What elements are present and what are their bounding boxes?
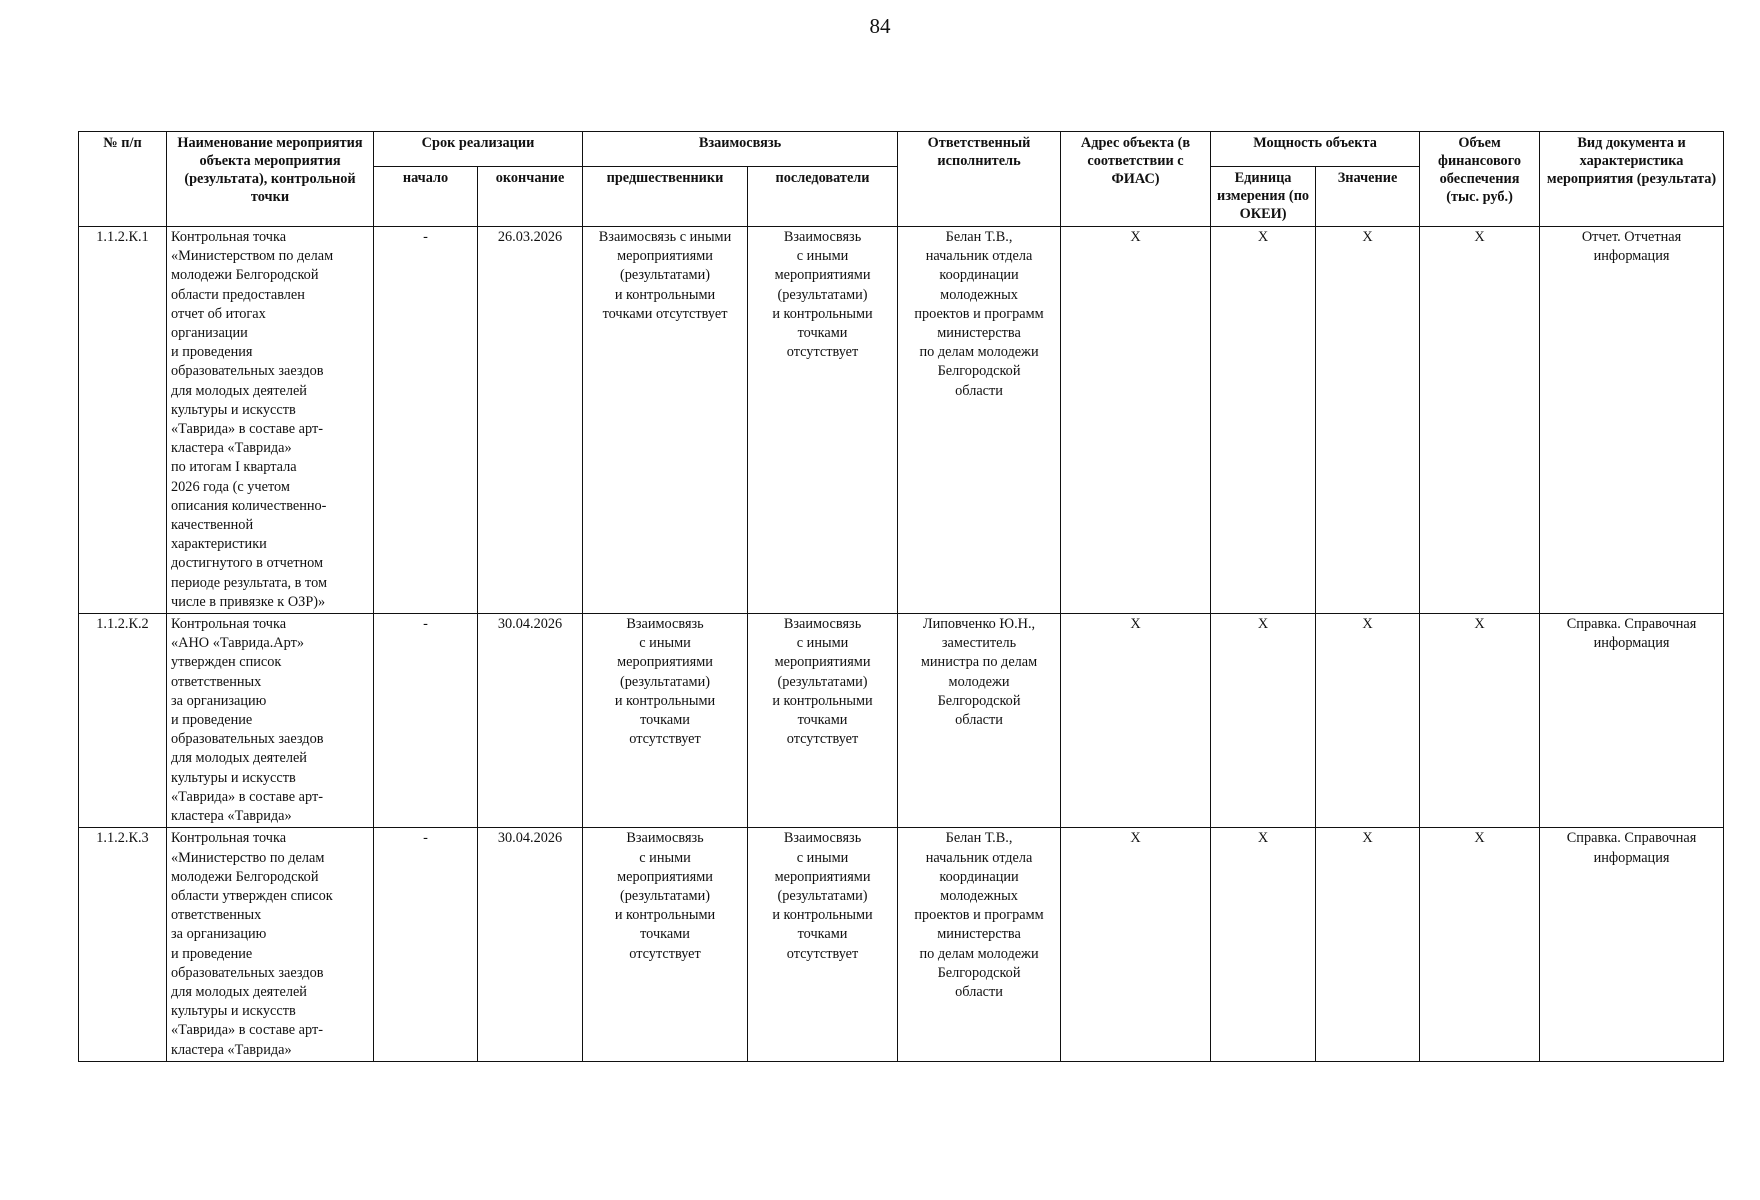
cell-unit: X (1211, 227, 1316, 614)
cell-value: X (1316, 227, 1420, 614)
header-period: Срок реализации (374, 132, 583, 167)
cell-responsible: Белан Т.В., начальник отдела координации молодежных проектов и программ министерства по делам молодежи Белгородской области (898, 227, 1061, 614)
page-number: 84 (869, 14, 891, 38)
cell-num: 1.1.2.К.1 (79, 227, 167, 614)
cell-end: 30.04.2026 (478, 614, 583, 828)
cell-start: - (374, 614, 478, 828)
cell-unit: X (1211, 614, 1316, 828)
cell-start: - (374, 227, 478, 614)
header-doc-type: Вид документа и характеристика мероприятия (результата) (1540, 132, 1724, 227)
cell-succ: Взаимосвязь с иными мероприятиями (результатами) и контрольными точками отсутствует (748, 614, 898, 828)
cell-end: 30.04.2026 (478, 828, 583, 1061)
control-points-table (78, 131, 1724, 1062)
cell-doc: Справка. Справочная информация (1540, 828, 1724, 1061)
table-row (79, 227, 1724, 614)
cell-name: Контрольная точка «АНО «Таврида.Арт» утвержден список ответственных за организацию и проведение образовательных заездов для молодых деятелей культуры и искусств «Таврида» в составе арт- кластера «Таврида» (167, 614, 374, 828)
header-period-end: окончание (478, 167, 583, 227)
cell-num: 1.1.2.К.3 (79, 828, 167, 1061)
header-capacity: Мощность объекта (1211, 132, 1420, 167)
table-row (79, 828, 1724, 1061)
cell-finance: X (1420, 614, 1540, 828)
cell-finance: X (1420, 227, 1540, 614)
cell-value: X (1316, 828, 1420, 1061)
header-finance: Объем финансового обеспечения (тыс. руб.) (1420, 132, 1540, 227)
header-capacity-value: Значение (1316, 167, 1420, 227)
cell-doc: Отчет. Отчетная информация (1540, 227, 1724, 614)
cell-name: Контрольная точка «Министерством по делам молодежи Белгородской области предоставлен отчет об итогах организации и проведения образовательных заездов для молодых деятелей культуры и искусств «Таврида» в составе арт- кластера «Таврида» по итогам I квартала 2026 года (с учетом описания количественно- качественной характеристики достигнутого в отчетном периоде результата, в том числе в привязке к ОЗР)» (167, 227, 374, 614)
cell-succ: Взаимосвязь с иными мероприятиями (результатами) и контрольными точками отсутствует (748, 227, 898, 614)
table-row (79, 614, 1724, 828)
cell-num: 1.1.2.К.2 (79, 614, 167, 828)
cell-unit: X (1211, 828, 1316, 1061)
cell-pred: Взаимосвязь с иными мероприятиями (результатами) и контрольными точками отсутствует (583, 828, 748, 1061)
header-relation-pred: предшественники (583, 167, 748, 227)
cell-start: - (374, 828, 478, 1061)
cell-succ: Взаимосвязь с иными мероприятиями (результатами) и контрольными точками отсутствует (748, 828, 898, 1061)
header-num: № п/п (79, 132, 167, 227)
cell-doc: Справка. Справочная информация (1540, 614, 1724, 828)
cell-address: X (1061, 828, 1211, 1061)
header-name: Наименование мероприятия объекта мероприятия (результата), контрольной точки (167, 132, 374, 227)
cell-responsible: Белан Т.В., начальник отдела координации молодежных проектов и программ министерства по делам молодежи Белгородской области (898, 828, 1061, 1061)
header-responsible: Ответственный исполнитель (898, 132, 1061, 227)
cell-address: X (1061, 614, 1211, 828)
cell-address: X (1061, 227, 1211, 614)
header-relation: Взаимосвязь (583, 132, 898, 167)
cell-pred: Взаимосвязь с иными мероприятиями (результатами) и контрольными точками отсутствует (583, 614, 748, 828)
cell-end: 26.03.2026 (478, 227, 583, 614)
header-row (79, 132, 1724, 167)
header-address: Адрес объекта (в соответствии с ФИАС) (1061, 132, 1211, 227)
header-relation-succ: последователи (748, 167, 898, 227)
header-capacity-unit: Единица измерения (по ОКЕИ) (1211, 167, 1316, 227)
header-period-start: начало (374, 167, 478, 227)
cell-finance: X (1420, 828, 1540, 1061)
cell-pred: Взаимосвязь с иными мероприятиями (результатами) и контрольными точками отсутствует (583, 227, 748, 614)
cell-responsible: Липовченко Ю.Н., заместитель министра по делам молодежи Белгородской области (898, 614, 1061, 828)
cell-name: Контрольная точка «Министерство по делам молодежи Белгородской области утвержден список ответственных за организацию и проведение образовательных заездов для молодых деятелей культуры и искусств «Таврида» в составе арт- кластера «Таврида» (167, 828, 374, 1061)
cell-value: X (1316, 614, 1420, 828)
